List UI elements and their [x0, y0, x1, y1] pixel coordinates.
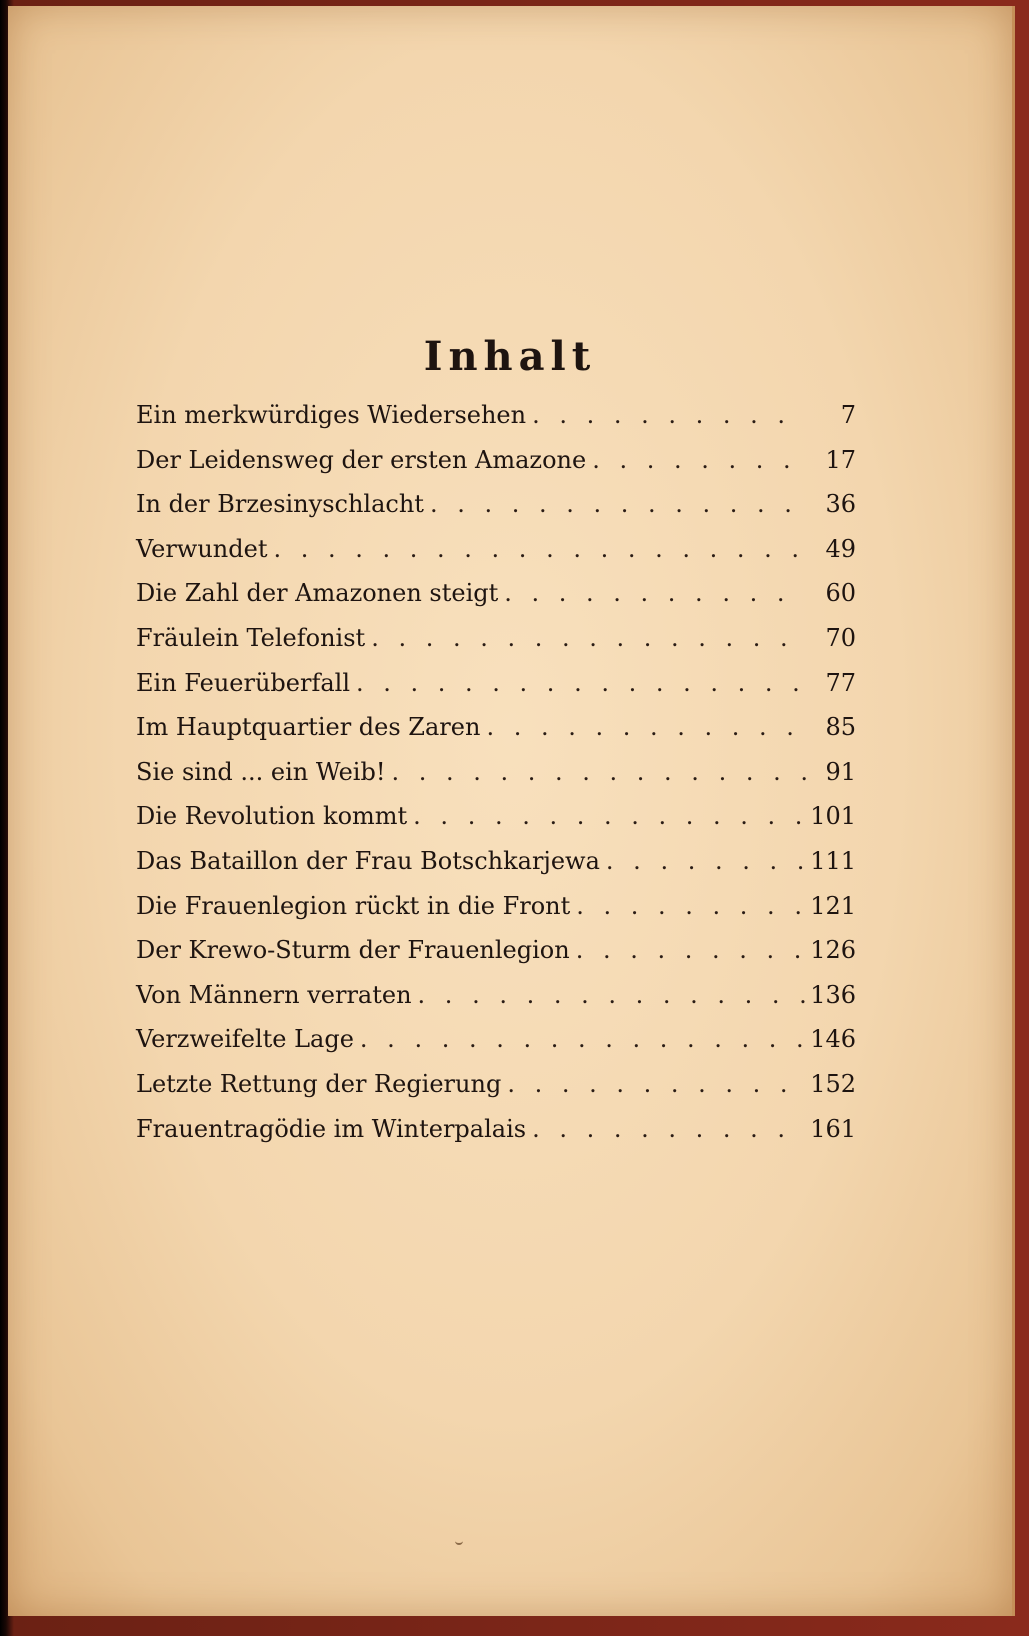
- toc-entry: [136, 1115, 856, 1160]
- toc-entry: [136, 535, 856, 580]
- toc-entry: [136, 1070, 856, 1115]
- toc-entry-title: Frauentragödie im Winterpalais: [136, 1114, 527, 1143]
- dot-leader: [418, 981, 806, 1009]
- table-of-contents: [136, 401, 856, 1159]
- book-page: [8, 6, 1015, 1616]
- toc-entry: [136, 802, 856, 847]
- dot-leader: [371, 624, 806, 652]
- toc-entry-title: Fräulein Telefonist: [136, 623, 366, 652]
- toc-entry-page: 126: [810, 936, 856, 965]
- toc-entry: [136, 713, 856, 758]
- toc-entry-title: Im Hauptquartier des Zaren: [136, 713, 481, 742]
- toc-entry-title: Der Krewo-Sturm der Frauenlegion: [136, 936, 570, 965]
- toc-entry-page: 7: [840, 401, 856, 429]
- page-title: Inhalt: [423, 332, 597, 380]
- toc-entry-page: 36: [825, 490, 856, 519]
- toc-entry-page: 60: [825, 579, 856, 608]
- paper-blemish: [455, 1538, 463, 1545]
- dot-leader: [507, 1070, 806, 1098]
- toc-entry-page: 152: [810, 1069, 856, 1098]
- toc-entry-title: Sie sind ... ein Weib!: [136, 757, 386, 786]
- dot-leader: [273, 535, 806, 563]
- toc-entry: [136, 669, 856, 714]
- toc-entry-title: Verzweifelte Lage: [136, 1025, 354, 1054]
- dot-leader: [391, 758, 806, 786]
- toc-entry: [136, 490, 856, 535]
- toc-entry-page: 17: [825, 445, 856, 474]
- toc-entry-title: Die Frauenlegion rückt in die Front: [136, 891, 571, 920]
- toc-entry-title: Letzte Rettung der Regierung: [136, 1069, 502, 1098]
- dot-leader: [430, 490, 806, 518]
- toc-entry: [136, 1025, 856, 1070]
- toc-entry-page: 91: [825, 757, 856, 786]
- dot-leader: [576, 936, 806, 964]
- dot-leader: [576, 892, 806, 920]
- dot-leader: [413, 802, 806, 830]
- toc-entry-page: 161: [810, 1114, 856, 1143]
- toc-entry: [136, 981, 856, 1026]
- toc-entry: [136, 624, 856, 669]
- dot-leader: [532, 401, 806, 429]
- toc-entry-title: Ein Feuerüberfall: [136, 668, 350, 697]
- toc-entry: [136, 579, 856, 624]
- dot-leader: [592, 446, 806, 474]
- toc-entry-title: In der Brzesinyschlacht: [136, 490, 424, 519]
- dot-leader: [504, 579, 806, 607]
- toc-entry-page: 136: [810, 980, 856, 1009]
- toc-entry-page: 70: [825, 623, 856, 652]
- toc-entry-page: 49: [825, 534, 856, 563]
- toc-entry: [136, 847, 856, 892]
- toc-entry-title: Die Zahl der Amazonen steigt: [136, 579, 499, 608]
- dot-leader: [486, 713, 806, 741]
- dot-leader: [606, 847, 806, 875]
- toc-entry-page: 146: [810, 1025, 856, 1054]
- toc-entry: [136, 892, 856, 937]
- toc-entry: [136, 758, 856, 803]
- toc-entry: [136, 401, 856, 446]
- toc-entry-page: 85: [825, 713, 856, 742]
- toc-entry-title: Das Bataillon der Frau Botschkarjewa: [136, 846, 600, 875]
- toc-entry-page: 77: [825, 668, 856, 697]
- dot-leader: [360, 1025, 806, 1053]
- dot-leader: [532, 1115, 806, 1143]
- toc-entry-page: 121: [810, 891, 856, 920]
- dot-leader: [356, 669, 806, 697]
- toc-entry-title: Von Männern verraten: [136, 980, 412, 1009]
- toc-entry-page: 111: [810, 846, 856, 875]
- toc-entry-title: Ein merkwürdiges Wiedersehen: [136, 401, 527, 429]
- toc-entry: [136, 446, 856, 491]
- toc-entry-page: 101: [810, 802, 856, 831]
- toc-entry: [136, 936, 856, 981]
- toc-entry-title: Die Revolution kommt: [136, 802, 408, 831]
- toc-entry-title: Verwundet: [136, 534, 268, 563]
- toc-entry-title: Der Leidensweg der ersten Amazone: [136, 445, 587, 474]
